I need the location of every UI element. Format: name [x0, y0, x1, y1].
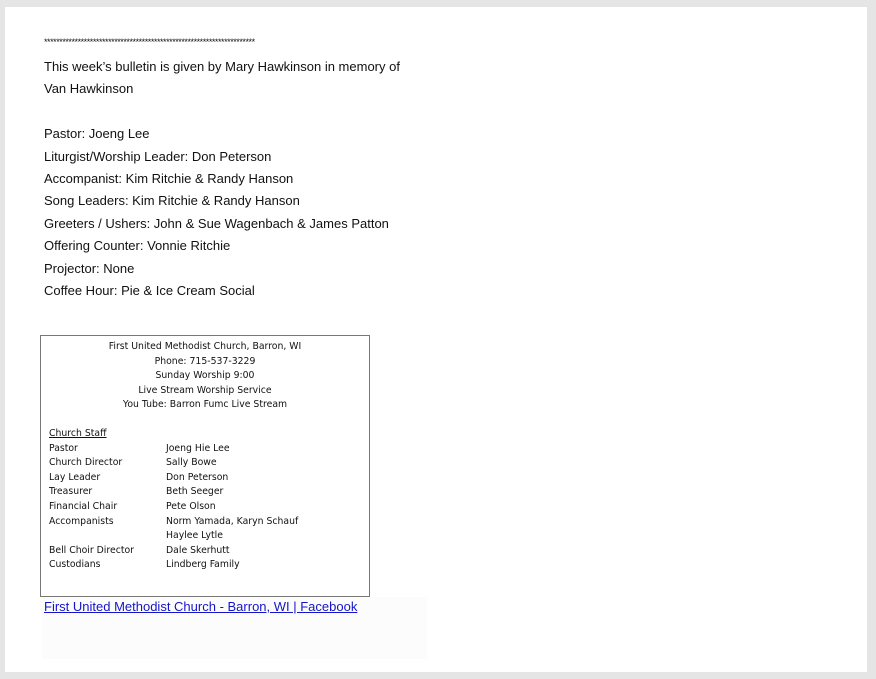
church-name: First United Methodist Church, Barron, WI — [108, 341, 302, 352]
staff-name: Dale Skerhutt — [166, 544, 230, 556]
staff-row — [49, 515, 369, 530]
youtube: You Tube: Barron Fumc Live Stream — [122, 399, 288, 411]
live-stream: Live Stream Worship Service — [138, 384, 272, 396]
facebook-link[interactable]: First United Methodist Church - Barron, WI | Facebook — [44, 599, 358, 614]
church-phone: Phone: 715-537-3229 — [154, 355, 256, 367]
role-projector: Projector: None — [44, 261, 135, 276]
staff-row — [49, 544, 369, 559]
staff-role: Financial Chair — [49, 500, 118, 512]
staff-name: Don Peterson — [166, 471, 229, 483]
staff-role: Treasurer — [49, 486, 93, 498]
separator-stars: ********************************************************************* — [44, 37, 255, 47]
staff-role: Church Director — [49, 457, 123, 469]
staff-name: Lindberg Family — [166, 559, 240, 571]
church-staff — [41, 427, 369, 573]
intro-line-1: This week’s bulletin is given by Mary Hawkinson in memory of — [44, 59, 400, 74]
church-info-box — [40, 335, 370, 597]
staff-name: Pete Olson — [166, 500, 216, 512]
staff-name: Joeng Hie Lee — [166, 442, 230, 454]
staff-name: Sally Bowe — [166, 457, 217, 469]
staff-row — [49, 500, 369, 515]
staff-row — [49, 558, 369, 573]
staff-row — [49, 442, 369, 457]
role-liturgist: Liturgist/Worship Leader: Don Peterson — [44, 149, 272, 164]
worship-time: Sunday Worship 9:00 — [155, 370, 255, 382]
staff-row — [49, 456, 369, 471]
staff-role: Bell Choir Director — [49, 544, 134, 556]
role-pastor: Pastor: Joeng Lee — [44, 126, 150, 141]
staff-name: Haylee Lytle — [166, 530, 223, 542]
staff-name: Beth Seeger — [166, 486, 224, 498]
staff-row — [49, 529, 369, 544]
staff-role: Custodians — [49, 559, 101, 571]
staff-name: Norm Yamada, Karyn Schauf — [166, 515, 299, 527]
role-coffee-hour: Coffee Hour: Pie & Ice Cream Social — [44, 283, 255, 298]
intro-line-2: Van Hawkinson — [44, 81, 134, 96]
staff-row — [49, 485, 369, 500]
church-header — [41, 340, 369, 413]
role-accompanist: Accompanist: Kim Ritchie & Randy Hanson — [44, 171, 294, 186]
role-greeters: Greeters / Ushers: John & Sue Wagenbach & James Patton — [44, 216, 389, 231]
role-song-leaders: Song Leaders: Kim Ritchie & Randy Hanson — [44, 193, 300, 208]
document-page — [5, 7, 867, 672]
staff-role: Lay Leader — [49, 471, 101, 483]
staff-role: Pastor — [49, 442, 78, 454]
staff-row — [49, 471, 369, 486]
role-offering-counter: Offering Counter: Vonnie Ritchie — [44, 238, 231, 253]
staff-role — [49, 529, 166, 544]
staff-role: Accompanists — [49, 515, 114, 527]
staff-title: Church Staff — [49, 427, 107, 439]
